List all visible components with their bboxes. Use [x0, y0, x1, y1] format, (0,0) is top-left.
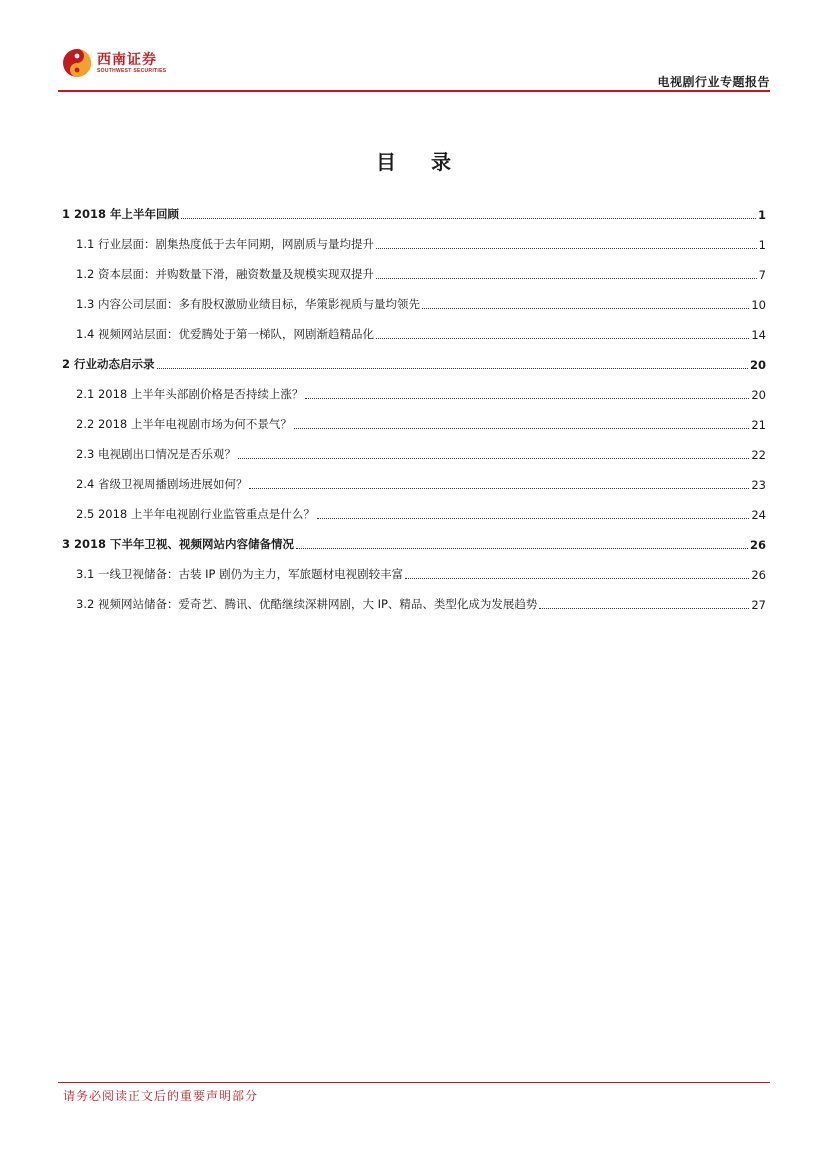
toc-heading: 目 录	[376, 150, 465, 174]
toc-leader-dots	[376, 278, 757, 279]
toc-entry-page: 26	[749, 538, 766, 552]
toc-leader-dots	[249, 488, 749, 489]
table-of-contents	[62, 192, 766, 612]
toc-entry[interactable]	[62, 252, 766, 282]
toc-entry-page: 23	[751, 478, 766, 492]
toc-entry-page: 27	[751, 598, 766, 612]
toc-leader-dots	[376, 338, 749, 339]
toc-entry-label: 1.2 资本层面：并购数量下滑，融资数量及规模实现双提升	[76, 267, 374, 281]
toc-leader-dots	[294, 428, 749, 429]
footer-divider	[58, 1082, 770, 1083]
logo-english-name: SOUTHWEST SECURITIES	[97, 67, 167, 74]
page-header	[58, 44, 770, 92]
toc-entry-page: 1	[757, 208, 766, 222]
toc-entry[interactable]	[62, 312, 766, 342]
toc-leader-dots	[296, 548, 748, 549]
report-title: 电视剧行业专题报告	[657, 75, 770, 89]
toc-entry-page: 10	[751, 298, 766, 312]
toc-entry[interactable]	[62, 522, 766, 552]
toc-entry[interactable]	[62, 192, 766, 222]
toc-entry-page: 20	[749, 358, 766, 372]
toc-entry[interactable]	[62, 342, 766, 372]
toc-entry-label: 3.1 一线卫视储备：古装 IP 剧仍为主力，军旅题材电视剧较丰富	[76, 567, 404, 581]
toc-leader-dots	[238, 458, 749, 459]
toc-entry-label: 2.2 2018 上半年电视剧市场为何不景气？	[76, 417, 292, 431]
toc-entry-label: 1.1 行业层面：剧集热度低于去年同期，网剧质与量均提升	[76, 237, 374, 251]
footer-disclaimer: 请务必阅读正文后的重要声明部分	[63, 1089, 259, 1103]
toc-entry-label: 3.2 视频网站储备：爱奇艺、腾讯、优酷继续深耕网剧，大 IP、精品、类型化成为发展趋势	[76, 597, 538, 611]
toc-leader-dots	[422, 308, 749, 309]
toc-entry-page: 21	[751, 418, 766, 432]
toc-entry[interactable]	[62, 462, 766, 492]
toc-entry-page: 20	[751, 388, 766, 402]
toc-entry[interactable]	[62, 432, 766, 462]
toc-entry-page: 26	[751, 568, 766, 582]
company-logo	[62, 48, 166, 78]
toc-entry-label: 1.4 视频网站层面：优爱腾处于第一梯队，网剧渐趋精品化	[76, 327, 374, 341]
toc-entry-label: 1 2018 年上半年回顾	[62, 207, 180, 221]
toc-entry[interactable]	[62, 582, 766, 612]
logo-chinese-name: 西南证券	[97, 51, 157, 68]
toc-entry-page: 22	[751, 448, 766, 462]
toc-entry-page: 7	[758, 268, 766, 282]
toc-entry-label: 2.1 2018 上半年头部剧价格是否持续上涨？	[76, 387, 304, 401]
toc-leader-dots	[317, 518, 749, 519]
toc-entry[interactable]	[62, 222, 766, 252]
toc-leader-dots	[181, 218, 756, 219]
toc-entry[interactable]	[62, 282, 766, 312]
header-divider	[58, 90, 770, 92]
toc-entry[interactable]	[62, 402, 766, 432]
toc-entry-label: 3 2018 下半年卫视、视频网站内容储备情况	[62, 537, 295, 551]
toc-entry[interactable]	[62, 552, 766, 582]
toc-entry[interactable]	[62, 492, 766, 522]
toc-leader-dots	[376, 248, 757, 249]
toc-entry-page: 14	[751, 328, 766, 342]
toc-entry-label: 2.3 电视剧出口情况是否乐观？	[76, 447, 236, 461]
toc-entry-page: 1	[758, 238, 766, 252]
toc-entry-label: 2 行业动态启示录	[62, 357, 155, 371]
toc-entry-page: 24	[751, 508, 766, 522]
toc-leader-dots	[405, 578, 749, 579]
logo-emblem-icon	[62, 48, 92, 78]
toc-entry-label: 2.5 2018 上半年电视剧行业监管重点是什么？	[76, 507, 315, 521]
toc-entry-label: 2.4 省级卫视周播剧场进展如何？	[76, 477, 248, 491]
toc-leader-dots	[157, 368, 748, 369]
toc-leader-dots	[305, 398, 749, 399]
toc-leader-dots	[539, 608, 749, 609]
toc-entry[interactable]	[62, 372, 766, 402]
toc-entry-label: 1.3 内容公司层面：多有股权激励业绩目标，华策影视质与量均领先	[76, 297, 420, 311]
